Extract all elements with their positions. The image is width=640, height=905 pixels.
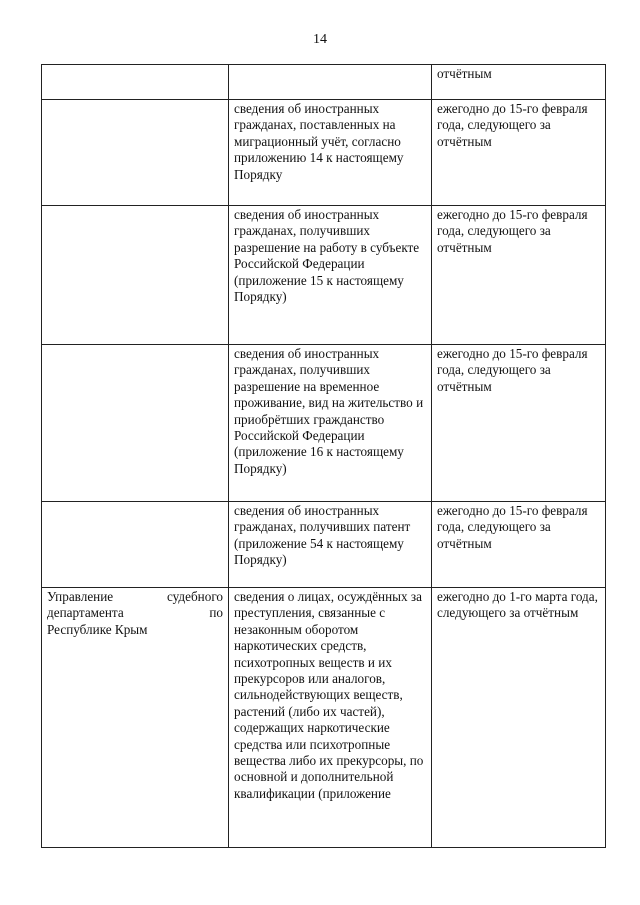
table-row <box>42 100 606 206</box>
info-cell: сведения об иностранных гражданах, получивших разрешение на работу в субъекте Российской Федерации (приложение 15 к настоящему Порядку) <box>229 206 432 345</box>
info-cell <box>229 65 432 100</box>
department-line: Управление судебного <box>47 589 223 604</box>
deadline-cell: отчётным <box>432 65 606 100</box>
reporting-table <box>41 64 606 848</box>
table-row <box>42 345 606 502</box>
info-cell: сведения об иностранных гражданах, поставленных на миграционный учёт, согласно приложению 14 к настоящему Порядку <box>229 100 432 206</box>
department-cell <box>42 100 229 206</box>
department-cell <box>42 65 229 100</box>
deadline-cell: ежегодно до 15-го февраля года, следующего за отчётным <box>432 345 606 502</box>
info-cell: сведения об иностранных гражданах, получивших патент (приложение 54 к настоящему Порядку) <box>229 502 432 588</box>
department-cell <box>42 502 229 588</box>
department-cell <box>42 588 229 848</box>
table-row <box>42 588 606 848</box>
table-row <box>42 502 606 588</box>
deadline-cell: ежегодно до 15-го февраля года, следующего за отчётным <box>432 206 606 345</box>
department-cell <box>42 206 229 345</box>
department-line: Республике Крым <box>47 621 148 637</box>
page-number: 14 <box>313 32 327 47</box>
department-cell <box>42 345 229 502</box>
deadline-cell: ежегодно до 15-го февраля года, следующего за отчётным <box>432 100 606 206</box>
deadline-cell: ежегодно до 15-го февраля года, следующего за отчётным <box>432 502 606 588</box>
table-row <box>42 65 606 100</box>
table-row <box>42 206 606 345</box>
deadline-cell: ежегодно до 1-го марта года, следующего за отчётным <box>432 588 606 848</box>
info-cell: сведения о лицах, осуждённых за преступления, связанные с незаконным оборотом наркотических средств, психотропных веществ и их прекурсоров или аналогов, сильнодействующих веществ, растений (либо их частей), содержащих наркотические средства или психотропные вещества либо их прекурсоры, по основной и дополнительной квалификации (приложение <box>229 588 432 848</box>
department-line: департамента по <box>47 605 223 621</box>
info-cell: сведения об иностранных гражданах, получивших разрешение на временное проживание, вид на жительство и приобрётших гражданство Российской Федерации (приложение 16 к настоящему Порядку) <box>229 345 432 502</box>
